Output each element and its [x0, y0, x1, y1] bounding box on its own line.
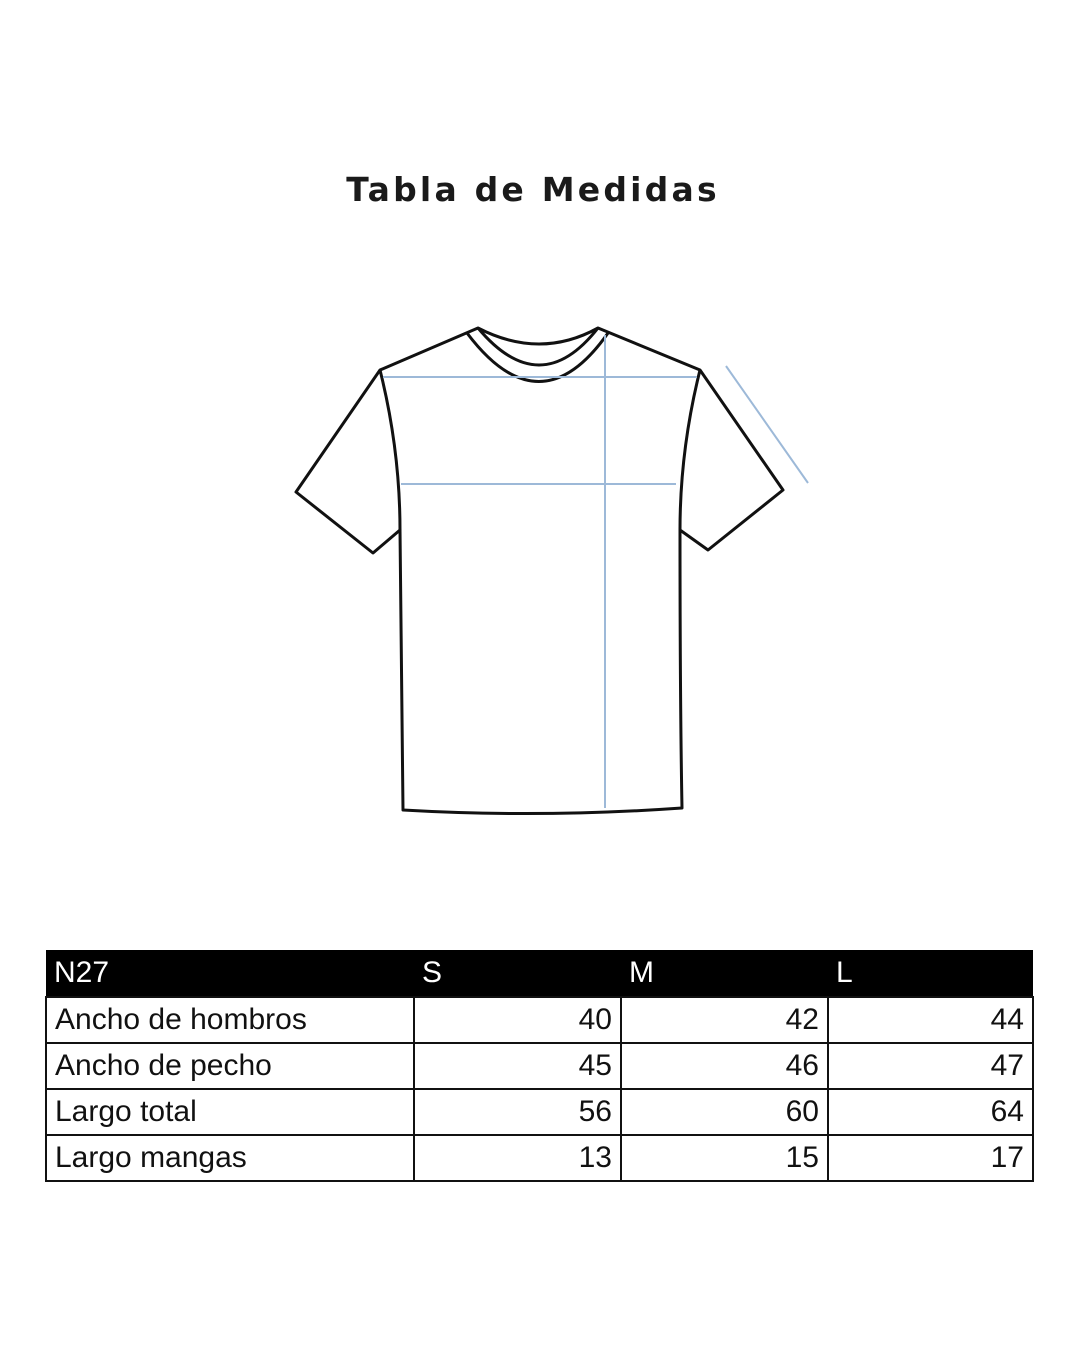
page-title: Tabla de Medidas — [346, 170, 720, 209]
header-cell-model: N27 — [46, 950, 414, 997]
header-cell-size-l: L — [828, 950, 1033, 997]
row-label: Ancho de hombros — [46, 997, 414, 1043]
cell-value: 44 — [828, 997, 1033, 1043]
cell-value: 56 — [414, 1089, 621, 1135]
row-label: Largo mangas — [46, 1135, 414, 1181]
table-row — [46, 1043, 1033, 1089]
tshirt-outline — [296, 328, 783, 814]
cell-value: 15 — [621, 1135, 828, 1181]
right-sleeve-seam — [680, 370, 700, 530]
header-cell-size-m: M — [621, 950, 828, 997]
size-table — [45, 950, 1034, 1182]
cell-value: 40 — [414, 997, 621, 1043]
table-row — [46, 997, 1033, 1043]
collar-inner — [478, 328, 598, 365]
cell-value: 13 — [414, 1135, 621, 1181]
cell-value: 60 — [621, 1089, 828, 1135]
size-table-header — [46, 950, 1033, 997]
table-row — [46, 1089, 1033, 1135]
table-row — [46, 1135, 1033, 1181]
cell-value: 46 — [621, 1043, 828, 1089]
cell-value: 17 — [828, 1135, 1033, 1181]
cell-value: 64 — [828, 1089, 1033, 1135]
row-label: Largo total — [46, 1089, 414, 1135]
sleeve-length-line — [726, 366, 808, 483]
cell-value: 42 — [621, 997, 828, 1043]
left-sleeve-seam — [380, 370, 400, 530]
cell-value: 47 — [828, 1043, 1033, 1089]
header-cell-size-s: S — [414, 950, 621, 997]
cell-value: 45 — [414, 1043, 621, 1089]
collar-outer — [467, 333, 608, 382]
row-label: Ancho de pecho — [46, 1043, 414, 1089]
